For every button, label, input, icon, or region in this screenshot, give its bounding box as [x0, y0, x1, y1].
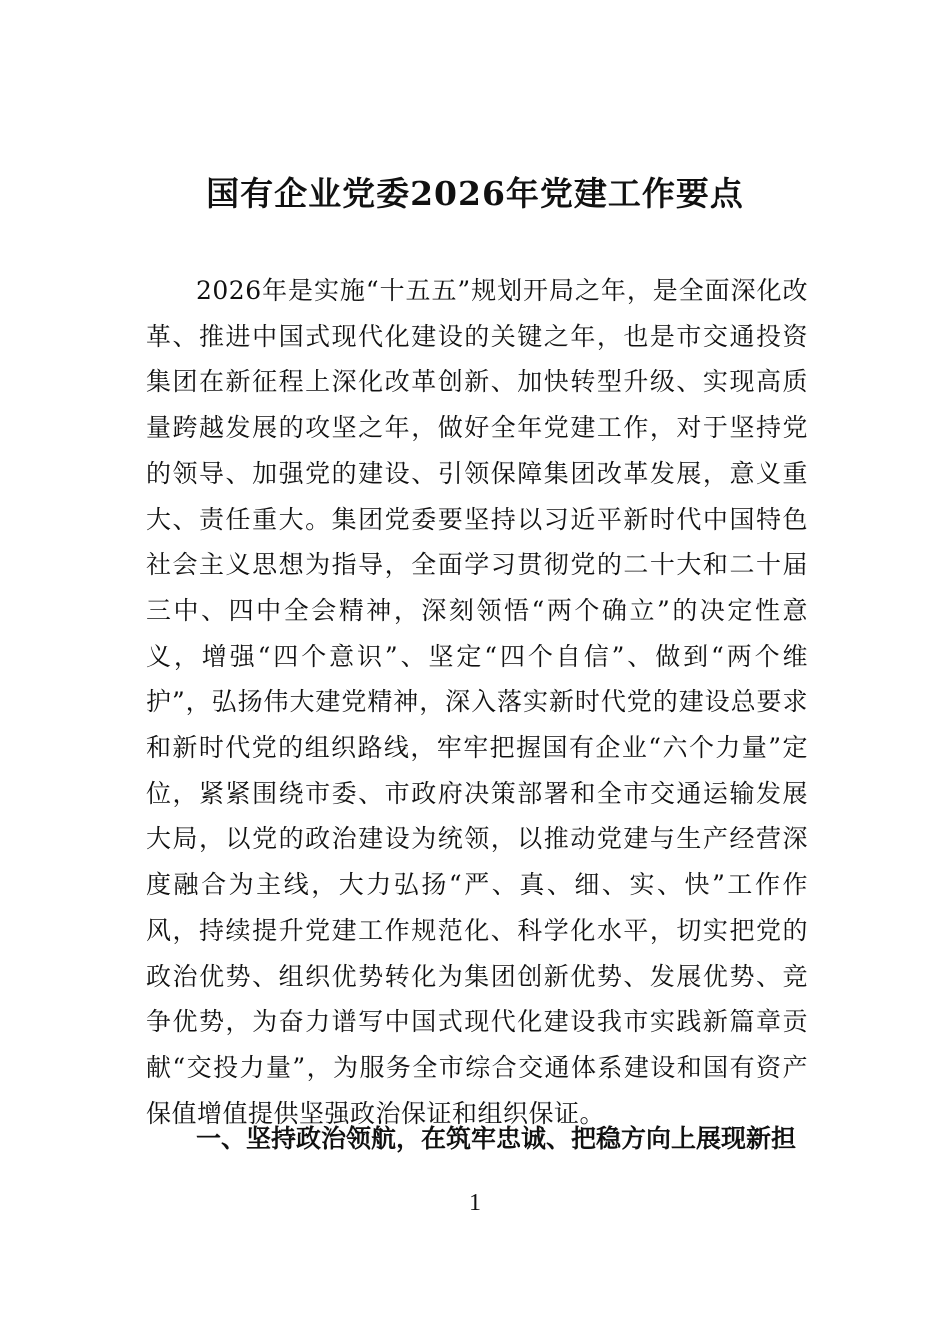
- page-number: 1: [469, 1190, 481, 1216]
- document-title: 国有企业党委2026年党建工作要点: [206, 174, 744, 213]
- intro-paragraph: 2026年是实施“十五五”规划开局之年，是全面深化改革、推进中国式现代化建设的关键之年，也是市交通投资集团在新征程上深化改革创新、加快转型升级、实现高质量跨越发展的攻坚之年，做好全年党建工作，对于坚持党的领导、加强党的建设、引领保障集团改革发展，意义重大、责任重大。集团党委要坚持以习近平新时代中国特色社会主义思想为指导，全面学习贯彻党的二十大和二十届三中、四中全会精神，深刻领悟“两个确立”的决定性意义，增强“四个意识”、坚定“四个自信”、做到“两个维护”，弘扬伟大建党精神，深入落实新时代党的建设总要求和新时代党的组织路线，牢牢把握国有企业“六个力量”定位，紧紧围绕市委、市政府决策部署和全市交通运输发展大局，以党的政治建设为统领，以推动党建与生产经营深度融合为主线，大力弘扬“严、真、细、实、快”工作作风，持续提升党建工作规范化、科学化水平，切实把党的政治优势、组织优势转化为集团创新优势、发展优势、竞争优势，为奋力谱写中国式现代化建设我市实践新篇章贡献“交投力量”，为服务全市综合交通体系建设和国有资产保值增值提供坚强政治保证和组织保证。: [146, 276, 808, 1128]
- section-heading-1: 一、坚持政治领航，在筑牢忠诚、把稳方向上展现新担: [196, 1124, 797, 1153]
